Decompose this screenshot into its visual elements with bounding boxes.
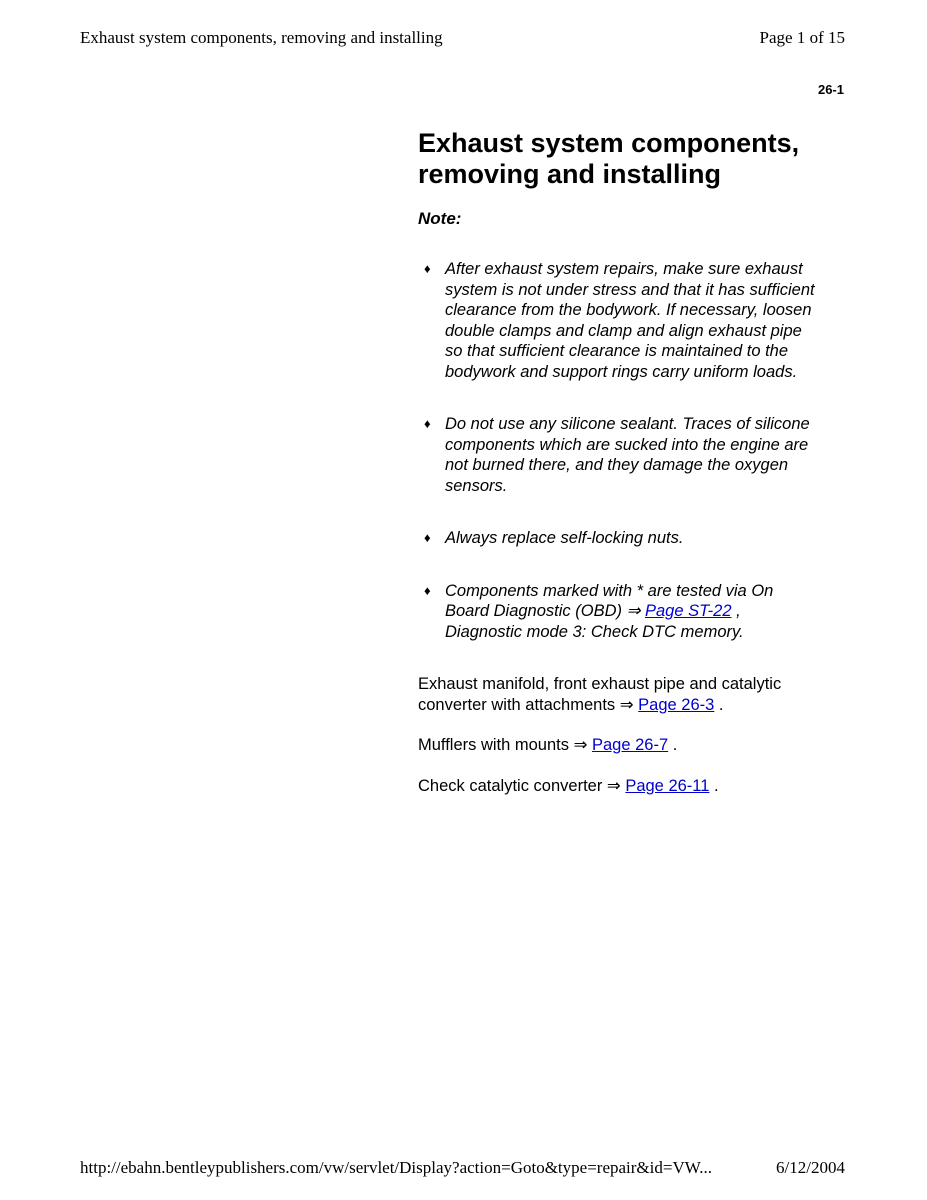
print-header-title: Exhaust system components, removing and installing	[80, 28, 443, 47]
page-26-11-link[interactable]: Page 26-11	[625, 776, 710, 795]
page-st-22-link[interactable]: Page ST-22	[644, 602, 732, 620]
list-item	[418, 528, 818, 549]
page-title: Exhaust system components, removing and installing	[418, 128, 800, 189]
diamond-bullet-icon: ♦	[424, 530, 431, 545]
list-item	[418, 259, 818, 382]
note-label: Note:	[418, 209, 462, 228]
document-content	[418, 128, 818, 816]
diamond-bullet-icon: ♦	[424, 261, 431, 276]
diamond-bullet-icon: ♦	[424, 416, 431, 431]
reference-catalytic-converter: Check catalytic converter ⇒ Page 26-11 .	[418, 776, 719, 795]
list-item-text: Components marked with * are tested via On Board Diagnostic (OBD) ⇒	[445, 581, 774, 620]
page-26-7-link[interactable]: Page 26-7	[592, 736, 669, 754]
print-header-page-count: Page 1 of 15	[759, 28, 845, 47]
list-item-text: Always replace self-locking nuts.	[445, 529, 684, 547]
reference-mufflers: Mufflers with mounts ⇒ Page 26-7 .	[418, 736, 678, 754]
print-footer-url: http://ebahn.bentleypublishers.com/vw/servlet/Display?action=Goto&type=repair&id=VW...	[80, 1158, 712, 1177]
notes-list	[418, 259, 818, 642]
diamond-bullet-icon: ♦	[424, 582, 431, 598]
print-footer-date: 6/12/2004	[776, 1158, 845, 1177]
list-item-text: , Diagnostic mode 3: Check DTC memory.	[445, 602, 744, 641]
reference-exhaust-manifold: Exhaust manifold, front exhaust pipe and catalytic converter with attachments ⇒ Page 26-3 .	[418, 675, 782, 714]
list-item-text: Do not use any silicone sealant. Traces of silicone components which are sucked into the engine are not burned there, and they damage the oxygen sensors.	[445, 415, 810, 495]
list-item-text: After exhaust system repairs, make sure exhaust system is not under stress and that it has sufficient clearance from the bodywork. If necessary, loosen double clamps and clamp and align exhaust pipe so that sufficient clearance is maintained to the bodywork and support rings carry uniform loads.	[445, 260, 815, 381]
page-26-3-link[interactable]: Page 26-3	[638, 695, 715, 714]
section-number: 26-1	[817, 82, 844, 97]
list-item	[418, 414, 818, 496]
list-item	[418, 581, 818, 643]
